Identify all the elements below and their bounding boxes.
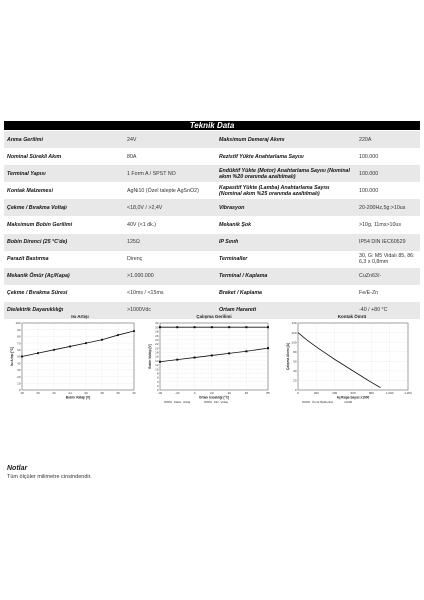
- y-tick-label: 14: [155, 358, 159, 363]
- y-tick-label: 12: [155, 363, 159, 368]
- spec-value: >10g, 11ms>10us: [356, 216, 420, 233]
- data-point: [211, 326, 213, 328]
- spec-value: 1 Form A / SPST NO: [124, 165, 216, 182]
- y-tick-label: 8: [156, 371, 159, 376]
- notes-text: Tüm ölçüler milimetre cinsindendir.: [7, 474, 92, 480]
- y-tick-label: 0: [18, 388, 21, 393]
- y-tick-label: 30: [17, 368, 21, 373]
- spec-value: 80A: [124, 148, 216, 165]
- spec-row: [4, 268, 420, 285]
- x-tick-label: 0: [193, 391, 196, 395]
- y-tick-label: 22: [155, 342, 159, 347]
- x-axis-label: Ortam Isıcaklığı [°C]: [198, 395, 230, 400]
- spec-label: Kontak Malzemesi: [4, 182, 124, 199]
- y-tick-label: 120: [291, 330, 297, 335]
- spec-row: [4, 182, 420, 199]
- y-tick-label: 80: [293, 349, 297, 354]
- legend-label: Ömür Beklentisi: [312, 400, 334, 404]
- chart-title: Çalışma Gerilimi: [196, 314, 232, 319]
- spec-label: IP Sınıfı: [216, 234, 356, 251]
- y-axis-label: Bobin Voltajı [V]: [148, 344, 152, 369]
- spec-value: CuZn63/-: [356, 268, 420, 285]
- chart-title: Kontak Ömrü: [337, 314, 367, 319]
- spec-label: Endüktif Yükte (Motor) Anahtarlama Sayısı (Nominal akım %20 oranında azaltılmalı): [216, 165, 356, 182]
- spec-value: 100.000: [356, 165, 420, 182]
- x-tick-label: 400: [332, 391, 338, 395]
- spec-label: Parazit Bastırma: [4, 251, 124, 268]
- spec-row: [4, 165, 420, 182]
- x-tick-label: 1.000: [385, 391, 394, 395]
- x-tick-label: 20: [210, 391, 214, 395]
- data-point: [267, 347, 269, 349]
- x-tick-label: 40: [227, 391, 231, 395]
- y-tick-label: 40: [293, 369, 297, 374]
- y-tick-label: 0: [294, 388, 297, 393]
- data-point: [37, 352, 39, 354]
- spec-value: 20-200Hz,5g:>10us: [356, 199, 420, 216]
- data-point: [267, 326, 269, 328]
- x-tick-label: 200: [313, 391, 319, 395]
- legend-label: Maks. Voltaj: [174, 400, 191, 404]
- y-tick-label: 26: [155, 333, 159, 338]
- section-title: Teknik Data: [4, 121, 420, 130]
- x-tick-label: -40: [157, 391, 163, 395]
- y-tick-label: 100: [15, 321, 21, 326]
- y-tick-label: 10: [155, 367, 159, 372]
- data-point: [194, 357, 196, 359]
- spec-label: Terminal Yapısı: [4, 165, 124, 182]
- data-point: [176, 359, 178, 361]
- data-point: [176, 326, 178, 328]
- x-tick-label: 800: [368, 391, 374, 395]
- y-tick-label: 0: [156, 388, 159, 393]
- data-point: [159, 361, 161, 363]
- spec-label: Mekanik Ömür (Aç/Kapa): [4, 268, 124, 285]
- x-tick-label: 0: [297, 391, 299, 395]
- x-tick-label: 24: [68, 391, 72, 395]
- x-tick-label: 85: [266, 391, 270, 395]
- spec-label: Çekme / Bırakma Voltajı: [4, 199, 124, 216]
- spec-label: Kapasitif Yükte (Lamba) Anahtarlama Sayısı (Nominal akım %25 oranında azaltılmalı): [216, 182, 356, 199]
- y-tick-label: 32: [155, 321, 159, 326]
- spec-value: 100.000: [356, 182, 420, 199]
- spec-value: <18,0V / >2,4V: [124, 199, 216, 216]
- data-point: [101, 339, 103, 341]
- spec-value: -40 / +80 °C: [356, 302, 420, 319]
- y-tick-label: 6: [156, 375, 159, 380]
- spec-row: [4, 148, 420, 165]
- spec-label: Braket / Kaplama: [216, 285, 356, 302]
- data-point: [133, 330, 135, 332]
- spec-table: [4, 131, 420, 319]
- series-line: [298, 333, 381, 388]
- spec-row: [4, 234, 420, 251]
- spec-value: >1000Vdc: [124, 302, 216, 319]
- spec-value: 220A: [356, 131, 420, 148]
- spec-row: [4, 131, 420, 148]
- x-tick-label: -20: [175, 391, 180, 395]
- spec-value: Fe/E-Zn: [356, 285, 420, 302]
- data-point: [194, 326, 196, 328]
- y-tick-label: 90: [17, 327, 21, 332]
- data-point: [53, 349, 55, 351]
- spec-label: Nominal Sürekli Akım: [4, 148, 124, 165]
- spec-value: IP54 DIN IEC60529: [356, 234, 420, 251]
- data-point: [117, 334, 119, 336]
- x-tick-label: 20: [36, 391, 40, 395]
- data-point: [228, 326, 230, 328]
- y-tick-label: 2: [156, 384, 159, 389]
- x-axis-label: Aç/Kapa Sayısı x1000: [336, 395, 370, 400]
- y-tick-label: 80: [17, 334, 21, 339]
- spec-label: Mekanik Şok: [216, 216, 356, 233]
- x-tick-label: 28: [100, 391, 104, 395]
- spec-label: Terminal / Kaplama: [216, 268, 356, 285]
- spec-value: 100.000: [356, 148, 420, 165]
- data-point: [85, 342, 87, 344]
- spec-value: <10ms / <15ms: [124, 285, 216, 302]
- legend-label: Min. Voltaj: [214, 400, 228, 404]
- data-point: [245, 350, 247, 352]
- y-axis-label: Çalışma Akımı [A]: [286, 343, 290, 370]
- y-tick-label: 50: [17, 354, 21, 359]
- legend-note: x1000: [344, 400, 353, 404]
- data-point: [245, 326, 247, 328]
- y-tick-label: 28: [155, 329, 159, 334]
- y-tick-label: 20: [17, 374, 21, 379]
- spec-value: Direnç: [124, 251, 216, 268]
- x-tick-label: 600: [350, 391, 356, 395]
- x-tick-label: 1.200: [404, 391, 412, 395]
- spec-row: [4, 251, 420, 268]
- y-tick-label: 60: [293, 359, 297, 364]
- spec-value: >1.000.000: [124, 268, 216, 285]
- spec-label: Vibrasyon: [216, 199, 356, 216]
- charts-area: [0, 313, 424, 413]
- y-tick-label: 20: [155, 346, 159, 351]
- spec-value: 24V: [124, 131, 216, 148]
- y-tick-label: 4: [156, 379, 159, 384]
- spec-label: Maksimum Bobin Gerilimi: [4, 216, 124, 233]
- data-point: [69, 345, 71, 347]
- data-point: [228, 352, 230, 354]
- x-tick-label: 18: [20, 391, 24, 395]
- spec-value: 30, G: M5 Vidalı 85, 86: 6,3 x 0,8mm: [356, 251, 420, 268]
- spec-label: Bobin Direnci (25 °C'de): [4, 234, 124, 251]
- spec-row: [4, 199, 420, 216]
- spec-value: 125Ω: [124, 234, 216, 251]
- spec-row: [4, 285, 420, 302]
- y-tick-label: 100: [291, 340, 297, 345]
- x-tick-label: 22: [52, 391, 56, 395]
- x-tick-label: 26: [84, 391, 88, 395]
- spec-label: Terminaller: [216, 251, 356, 268]
- y-tick-label: 24: [155, 337, 159, 342]
- spec-label: Çekme / Bırakma Süresi: [4, 285, 124, 302]
- spec-row: [4, 216, 420, 233]
- y-tick-label: 70: [17, 341, 21, 346]
- spec-label: Anma Gerilimi: [4, 131, 124, 148]
- data-point: [21, 355, 23, 357]
- spec-label: Maksimum Demeraj Akımı: [216, 131, 356, 148]
- x-axis-label: Bobin Voltajı [V]: [65, 395, 91, 400]
- y-tick-label: 20: [293, 378, 297, 383]
- y-tick-label: 10: [17, 381, 21, 386]
- spec-label: Dielektrik Dayanıklılığı: [4, 302, 124, 319]
- data-point: [159, 326, 161, 328]
- notes-title: Notlar: [7, 465, 28, 472]
- y-tick-label: 60: [17, 348, 21, 352]
- y-tick-label: 140: [291, 321, 297, 326]
- spec-label: Rezistif Yükte Anahtarlama Sayısı: [216, 148, 356, 165]
- y-axis-label: Isı Artışı [°C]: [10, 346, 14, 367]
- y-tick-label: 30: [155, 325, 159, 330]
- data-point: [211, 354, 213, 356]
- spec-value: 40V (<1 dk.): [124, 216, 216, 233]
- series-line: [160, 348, 268, 362]
- x-tick-label: 60: [244, 391, 249, 395]
- spec-label: Ortam Harareti: [216, 302, 356, 319]
- y-tick-label: 16: [155, 354, 159, 359]
- y-tick-label: 18: [155, 350, 159, 355]
- chart-title: Isı Artışı: [71, 314, 89, 319]
- x-tick-label: 32: [132, 391, 136, 395]
- spec-value: AgNi10 (Özel talepte AgSnO2): [124, 182, 216, 199]
- x-tick-label: 30: [116, 391, 120, 395]
- y-tick-label: 40: [17, 361, 21, 366]
